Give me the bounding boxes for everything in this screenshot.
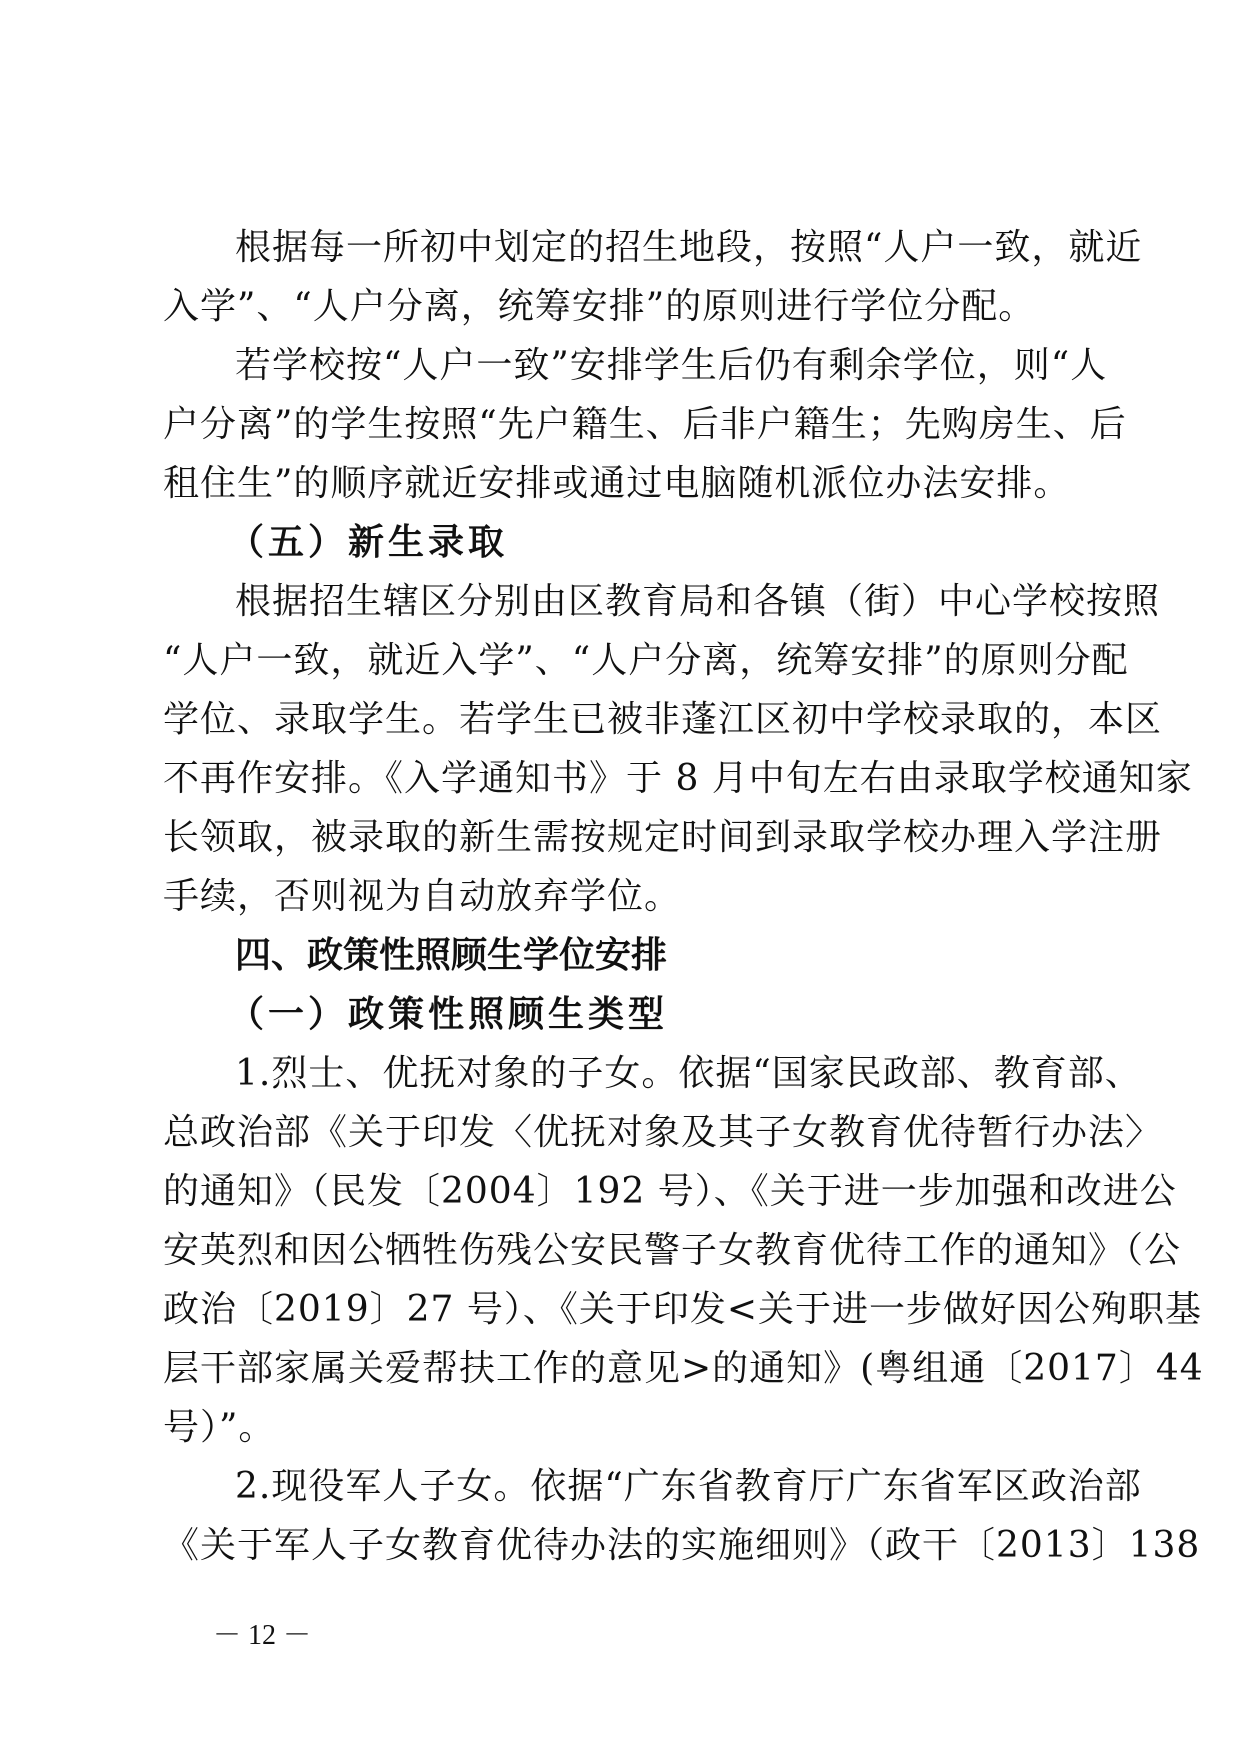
paragraph-line: 2.现役军人子女。依据“广东省教育厅广东省军区政治部 [235, 1466, 1142, 1507]
paragraph-line: 不再作安排。《入学通知书》于 8 月中旬左右由录取学校通知家 [163, 758, 1193, 799]
paragraph-line: 学位、录取学生。若学生已被非蓬江区初中学校录取的，本区 [163, 699, 1163, 740]
paragraph-line: 手续，否则视为自动放弃学位。 [163, 876, 682, 917]
paragraph-line: 户分离”的学生按照“先户籍生、后非户籍生；先购房生、后 [163, 404, 1127, 445]
paragraph-line: 入学”、“人户分离，统筹安排”的原则进行学位分配。 [163, 286, 1036, 327]
section-subheading: （五）新生录取 [228, 522, 509, 563]
paragraph-line: 层干部家属关爱帮扶工作的意见>的通知》(粤组通〔2017〕44 [163, 1348, 1204, 1389]
paragraph-line: 总政治部《关于印发〈优抚对象及其子女教育优待暂行办法〉 [163, 1112, 1163, 1153]
section-subheading: （一）政策性照顾生类型 [228, 994, 669, 1035]
paragraph-line: “人户一致，就近入学”、“人户分离，统筹安排”的原则分配 [163, 640, 1129, 681]
section-heading: 四、政策性照顾生学位安排 [235, 935, 668, 976]
paragraph-line: 号）”。 [163, 1407, 276, 1448]
paragraph-line: 政治〔2019〕27 号）、《关于印发<关于进一步做好因公殉职基 [163, 1289, 1203, 1330]
paragraph-line: 《关于军人子女教育优待办法的实施细则》（政干〔2013〕138 [163, 1525, 1201, 1566]
paragraph-line: 的通知》（民发〔2004〕192 号）、《关于进一步加强和改进公 [163, 1171, 1177, 1212]
paragraph-line: 根据招生辖区分别由区教育局和各镇（街）中心学校按照 [235, 581, 1161, 622]
paragraph-line: 若学校按“人户一致”安排学生后仍有剩余学位，则“人 [235, 345, 1108, 386]
paragraph-line: 安英烈和因公牺牲伤残公安民警子女教育优待工作的通知》（公 [163, 1230, 1182, 1271]
paragraph-line: 租住生”的顺序就近安排或通过电脑随机派位办法安排。 [163, 463, 1071, 504]
paragraph-line: 根据每一所初中划定的招生地段，按照“人户一致，就近 [235, 227, 1143, 268]
paragraph-line: 长领取，被录取的新生需按规定时间到录取学校办理入学注册 [163, 817, 1163, 858]
paragraph-line: 1.烈士、优抚对象的子女。依据“国家民政部、教育部、 [235, 1053, 1142, 1094]
page-number: － 12 － [213, 1620, 312, 1651]
